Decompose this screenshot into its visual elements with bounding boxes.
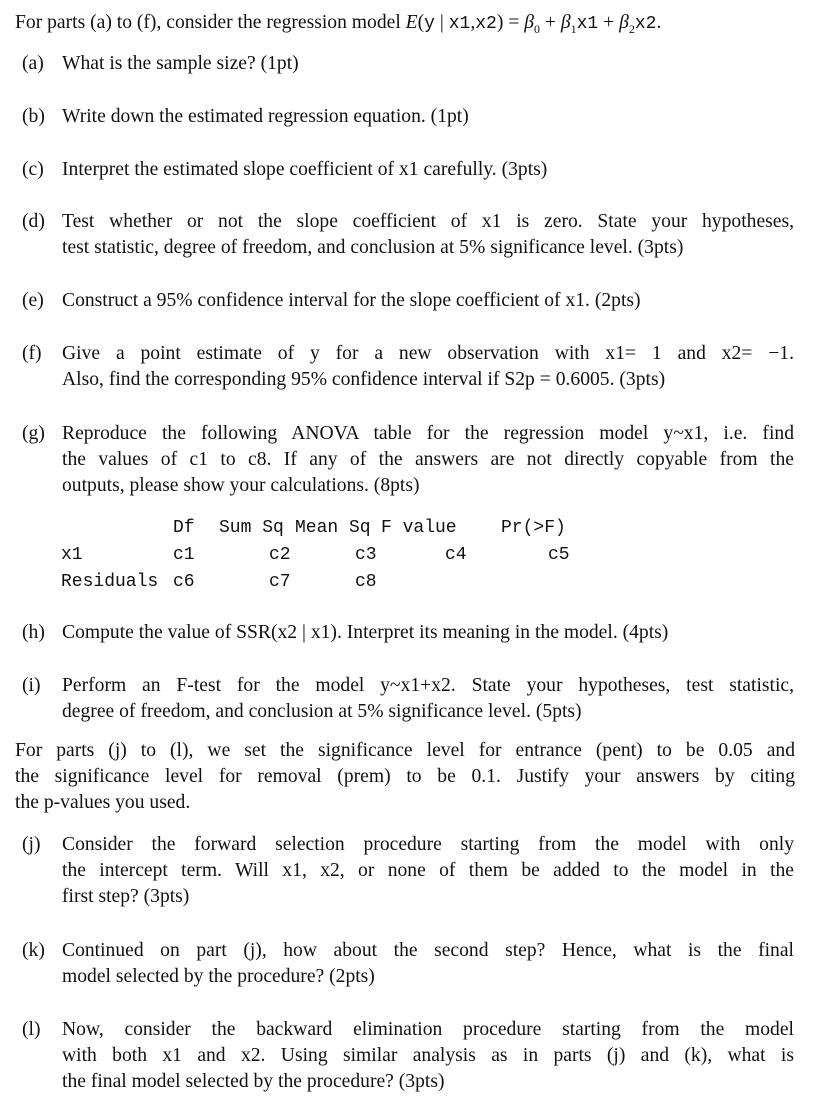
question-i	[22, 673, 794, 725]
question-label: (i)	[22, 675, 41, 696]
anova-header-fvalue: F value	[381, 518, 457, 538]
intro-text: the p-values you used.	[15, 792, 191, 813]
question-text: Give a point estimate of y for a new observation with x1= 1 and x2= −1.	[62, 343, 794, 364]
model-equation: E	[405, 12, 418, 33]
intro-text: the significance level for removal (prem) to be 0.1. Justify your answers by citing	[15, 766, 795, 787]
question-j	[22, 832, 794, 910]
question-text: What is the sample size? (1pt)	[62, 53, 299, 74]
anova-header-meansq: Mean Sq	[295, 518, 371, 538]
question-text: Now, consider the backward elimination procedure starting from the model	[62, 1019, 794, 1040]
anova-cell: c5	[548, 545, 570, 565]
question-l	[22, 1017, 794, 1095]
question-text: Perform an F-test for the model y~x1+x2. State your hypotheses, test statistic,	[62, 675, 794, 696]
anova-row-name: Residuals	[61, 572, 159, 592]
question-b	[22, 104, 794, 130]
intro-parts-a-f: For parts (a) to (f), consider the regression model E(y | $x1,x2) = \beta_0 + \beta_1x1 + \beta_2x2$.	[15, 12, 662, 36]
question-label: (d)	[22, 211, 45, 232]
anova-cell: c7	[269, 572, 291, 592]
question-text: test statistic, degree of freedom, and conclusion at 5% significance level. (3pts)	[62, 237, 684, 258]
question-e	[22, 288, 794, 314]
anova-cell: c4	[445, 545, 467, 565]
question-text: Continued on part (j), how about the second step? Hence, what is the final	[62, 940, 794, 961]
anova-cell: c8	[355, 572, 377, 592]
question-label: (l)	[22, 1019, 41, 1040]
question-text: the values of c1 to c8. If any of the answers are not directly copyable from the	[62, 449, 794, 470]
question-g	[22, 421, 794, 499]
question-label: (a)	[22, 53, 44, 74]
question-text: outputs, please show your calculations. (8pts)	[62, 475, 420, 496]
question-c	[22, 157, 794, 183]
question-a	[22, 51, 794, 77]
question-text: with both x1 and x2. Using similar analysis as in parts (j) and (k), what is	[62, 1045, 794, 1066]
question-text: Also, find the corresponding 95% confidence interval if S2p = 0.6005. (3pts)	[62, 369, 666, 390]
question-text: the final model selected by the procedure? (3pts)	[62, 1071, 445, 1092]
intro-text: For parts (a) to (f), consider the regression model	[15, 12, 406, 33]
question-text: the intercept term. Will x1, x2, or none of them be added to the model in the	[62, 860, 794, 881]
question-label: (e)	[22, 290, 44, 311]
question-text: Write down the estimated regression equation. (1pt)	[62, 106, 469, 127]
question-k	[22, 938, 794, 990]
anova-header-sumsq: Sum Sq	[219, 518, 284, 538]
question-f	[22, 341, 794, 393]
anova-header-df: Df	[173, 518, 195, 538]
question-label: (g)	[22, 423, 45, 444]
question-text: Interpret the estimated slope coefficient of x1 carefully. (3pts)	[62, 159, 548, 180]
anova-header-pr: Pr(>F)	[501, 518, 566, 538]
intro-parts-j-l	[15, 738, 795, 816]
anova-row-name: x1	[61, 545, 83, 565]
anova-cell: c6	[173, 572, 195, 592]
question-text: Construct a 95% confidence interval for the slope coefficient of x1. (2pts)	[62, 290, 641, 311]
anova-cell: c3	[355, 545, 377, 565]
question-label: (k)	[22, 940, 45, 961]
question-h	[22, 620, 794, 646]
anova-cell: c2	[269, 545, 291, 565]
intro-text: For parts (j) to (l), we set the significance level for entrance (pent) to be 0.05 and	[15, 740, 795, 761]
question-text: first step? (3pts)	[62, 886, 190, 907]
anova-cell: c1	[173, 545, 195, 565]
question-text: Compute the value of SSR(x2 | x1). Interpret its meaning in the model. (4pts)	[62, 622, 669, 643]
question-d	[22, 209, 794, 261]
question-text: degree of freedom, and conclusion at 5% significance level. (5pts)	[62, 701, 582, 722]
question-label: (c)	[22, 159, 44, 180]
question-label: (f)	[22, 343, 42, 364]
question-text: Reproduce the following ANOVA table for the regression model y~x1, i.e. find	[62, 423, 794, 444]
question-label: (j)	[22, 834, 41, 855]
question-text: model selected by the procedure? (2pts)	[62, 966, 375, 987]
question-label: (h)	[22, 622, 45, 643]
question-text: Consider the forward selection procedure starting from the model with only	[62, 834, 794, 855]
question-text: Test whether or not the slope coefficient of x1 is zero. State your hypotheses,	[62, 211, 794, 232]
question-label: (b)	[22, 106, 45, 127]
